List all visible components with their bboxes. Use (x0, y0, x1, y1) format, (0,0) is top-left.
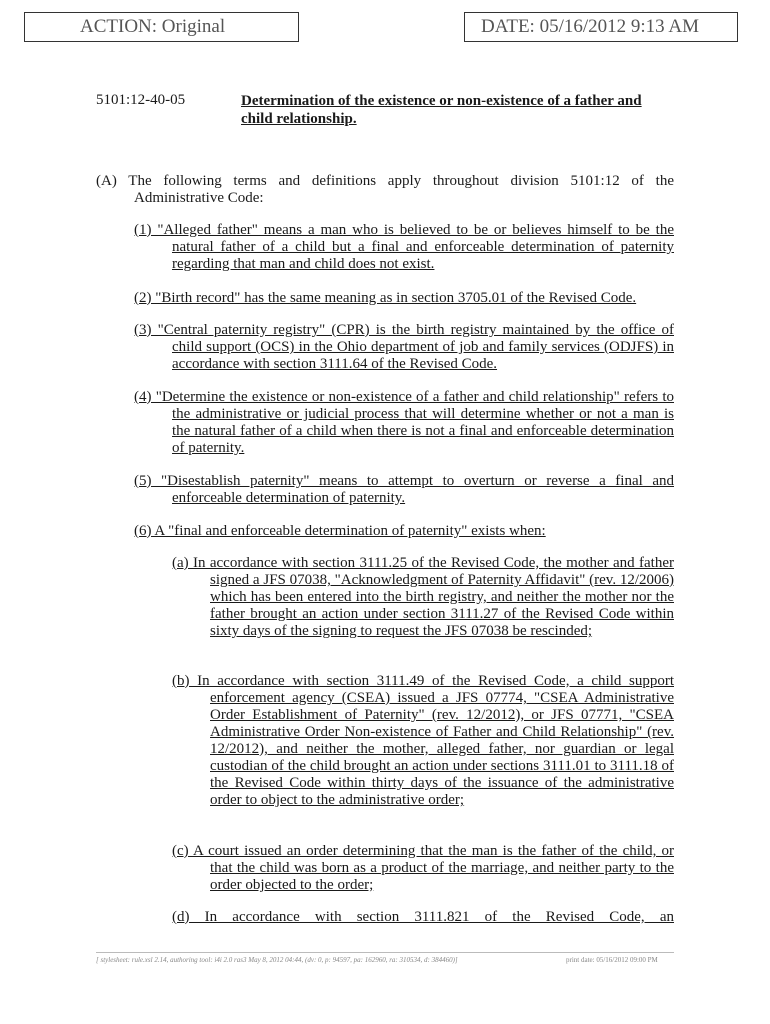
definition-6 (134, 523, 674, 540)
definition-4-text: (4) "Determine the existence or non-existence of a father and child relationship" refers to the administrative or judicial process that will determine whether or not a man is the natural father of a child when there is not a final and enforceable determination of paternity. (134, 389, 674, 456)
paragraph-a (96, 173, 674, 207)
definition-5 (134, 473, 674, 507)
footer-print-date: print date: 05/16/2012 09:00 PM (566, 956, 658, 964)
definition-6d (172, 909, 674, 926)
footer-divider (96, 952, 674, 953)
definition-3-text: (3) "Central paternity registry" (CPR) is the birth registry maintained by the office of child support (OCS) in the Ohio department of job and family services (ODJFS) in accordance with section 3111.64 of the Revised Code. (134, 322, 674, 372)
date-label: DATE: 05/16/2012 9:13 AM (481, 16, 699, 37)
footer-stylesheet-info: [ stylesheet: rule.xsl 2.14, authoring tool: i4i 2.0 ras3 May 8, 2012 04:44, (dv: 0, p: 94597, pa: 162960, ra: 310534, d: 384460)] (96, 956, 458, 964)
definition-6d-text: (d) In accordance with section 3111.821 of the Revised Code, an (172, 909, 674, 925)
definition-6c-text: (c) A court issued an order determining that the man is the father of the child, or that the child was born as a product of the marriage, and neither party to the order objected to the order; (172, 843, 674, 893)
rule-number: 5101:12-40-05 (96, 92, 186, 108)
definition-2 (134, 290, 674, 307)
definition-5-text: (5) "Disestablish paternity" means to attempt to overturn or reverse a final and enforceable determination of paternity. (134, 473, 674, 506)
definition-6b (172, 673, 674, 809)
definition-2-text: (2) "Birth record" has the same meaning as in section 3705.01 of the Revised Code. (134, 290, 637, 306)
definition-6a-text: (a) In accordance with section 3111.25 of the Revised Code, the mother and father signed a JFS 07038, "Acknowledgment of Paternity Affidavit" (rev. 12/2006) which has been entered into the birth registry, and neither the mother nor the father brought an action under section 3111.27 of the Revised Code within sixty days of the signing to request the JFS 07038 be rescinded; (172, 555, 674, 639)
definition-6c (172, 843, 674, 894)
definition-4 (134, 389, 674, 457)
definition-3 (134, 322, 674, 373)
rule-title: Determination of the existence or non-existence of a father and child relationship. (241, 93, 642, 127)
definition-1-text: (1) "Alleged father" means a man who is believed to be or believes himself to be the natural father of a child but a final and enforceable determination of paternity regarding that man and child does not exist. (134, 222, 674, 272)
definition-6a (172, 555, 674, 640)
definition-6-text: (6) A "final and enforceable determination of paternity" exists when: (134, 523, 546, 539)
date-box (464, 12, 738, 42)
action-label: ACTION: Original (80, 16, 226, 37)
paragraph-a-text: (A) The following terms and definitions apply throughout division 5101:12 of the Administrative Code: (96, 173, 674, 206)
action-box (24, 12, 299, 42)
definition-6b-text: (b) In accordance with section 3111.49 of the Revised Code, a child support enforcement agency (CSEA) issued a JFS 07774, "CSEA Administrative Order Establishment of Paternity" (rev. 12/2012), or JFS 07771, "CSEA Administrative Order Non-existence of Father and Child Relationship" (rev. 12/2012), and neither the mother, alleged father, nor guardian or legal custodian of the child brought an action under sections 3111.01 to 3111.18 of the Revised Code within thirty days of the issuance of the administrative order to object to the administrative order; (172, 673, 674, 808)
definition-1 (134, 222, 674, 273)
